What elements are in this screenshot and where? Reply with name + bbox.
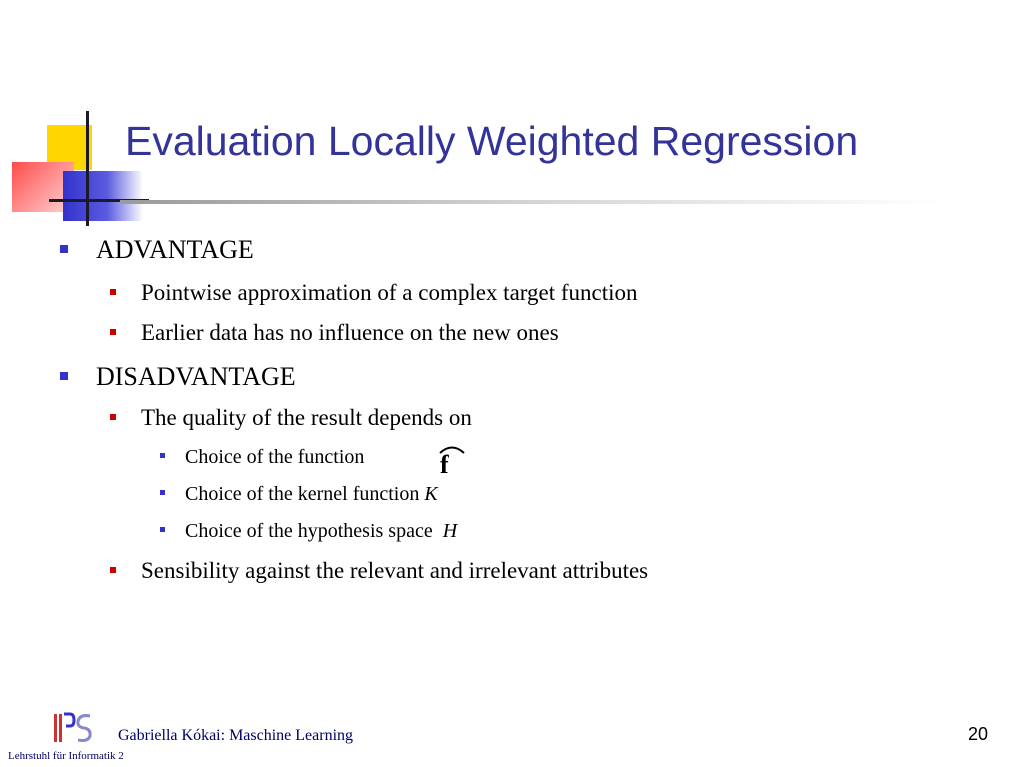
list-item-adv-2 — [110, 320, 559, 346]
list-item-dis-1 — [110, 405, 472, 431]
lehrstuhl-logo — [52, 712, 94, 744]
title-underline — [120, 200, 940, 204]
footer-department: Lehrstuhl für Informatik 2 — [8, 750, 124, 762]
bullet-text: Pointwise approximation of a complex target function — [141, 280, 638, 305]
bullet-text: Choice of the function — [185, 446, 365, 468]
f-hat-symbol — [432, 440, 472, 474]
list-item-dis-2 — [110, 558, 648, 584]
bullet-square-icon — [160, 453, 165, 458]
list-item-dis-1-b — [160, 483, 438, 506]
bullet-text: Earlier data has no influence on the new ones — [141, 320, 559, 345]
kernel-variable: K — [424, 483, 438, 505]
bullet-square-icon — [110, 329, 116, 335]
page-number: 20 — [968, 724, 989, 744]
bullet-text: The quality of the result depends on — [141, 405, 472, 430]
footer-author: Gabriella Kókai: Maschine Learning — [118, 727, 354, 744]
bullet-text: Sensibility against the relevant and irrelevant attributes — [141, 558, 649, 583]
bullet-square-icon — [160, 527, 165, 532]
bullet-square-icon — [110, 567, 116, 573]
slide-title: Evaluation Locally Weighted Regression — [125, 118, 859, 164]
bullet-text: DISADVANTAGE — [96, 362, 296, 391]
bullet-square-icon — [60, 245, 68, 253]
bullet-square-icon — [160, 490, 165, 495]
bullet-text: Choice of the kernel function — [185, 483, 420, 505]
svg-text:f: f — [440, 450, 449, 474]
hypothesis-variable: H — [442, 520, 458, 542]
decor-vertical-line — [86, 111, 89, 226]
list-item-advantage — [60, 235, 254, 265]
list-item-dis-1-c — [160, 520, 457, 543]
list-item-adv-1 — [110, 280, 638, 306]
bullet-square-icon — [110, 414, 116, 420]
decor-blue-square — [63, 171, 143, 221]
bullet-text: ADVANTAGE — [96, 235, 254, 264]
bullet-square-icon — [60, 372, 68, 380]
list-item-disadvantage — [60, 362, 296, 392]
list-item-dis-1-a — [160, 446, 364, 469]
bullet-text: Choice of the hypothesis space — [185, 520, 433, 542]
bullet-square-icon — [110, 289, 116, 295]
